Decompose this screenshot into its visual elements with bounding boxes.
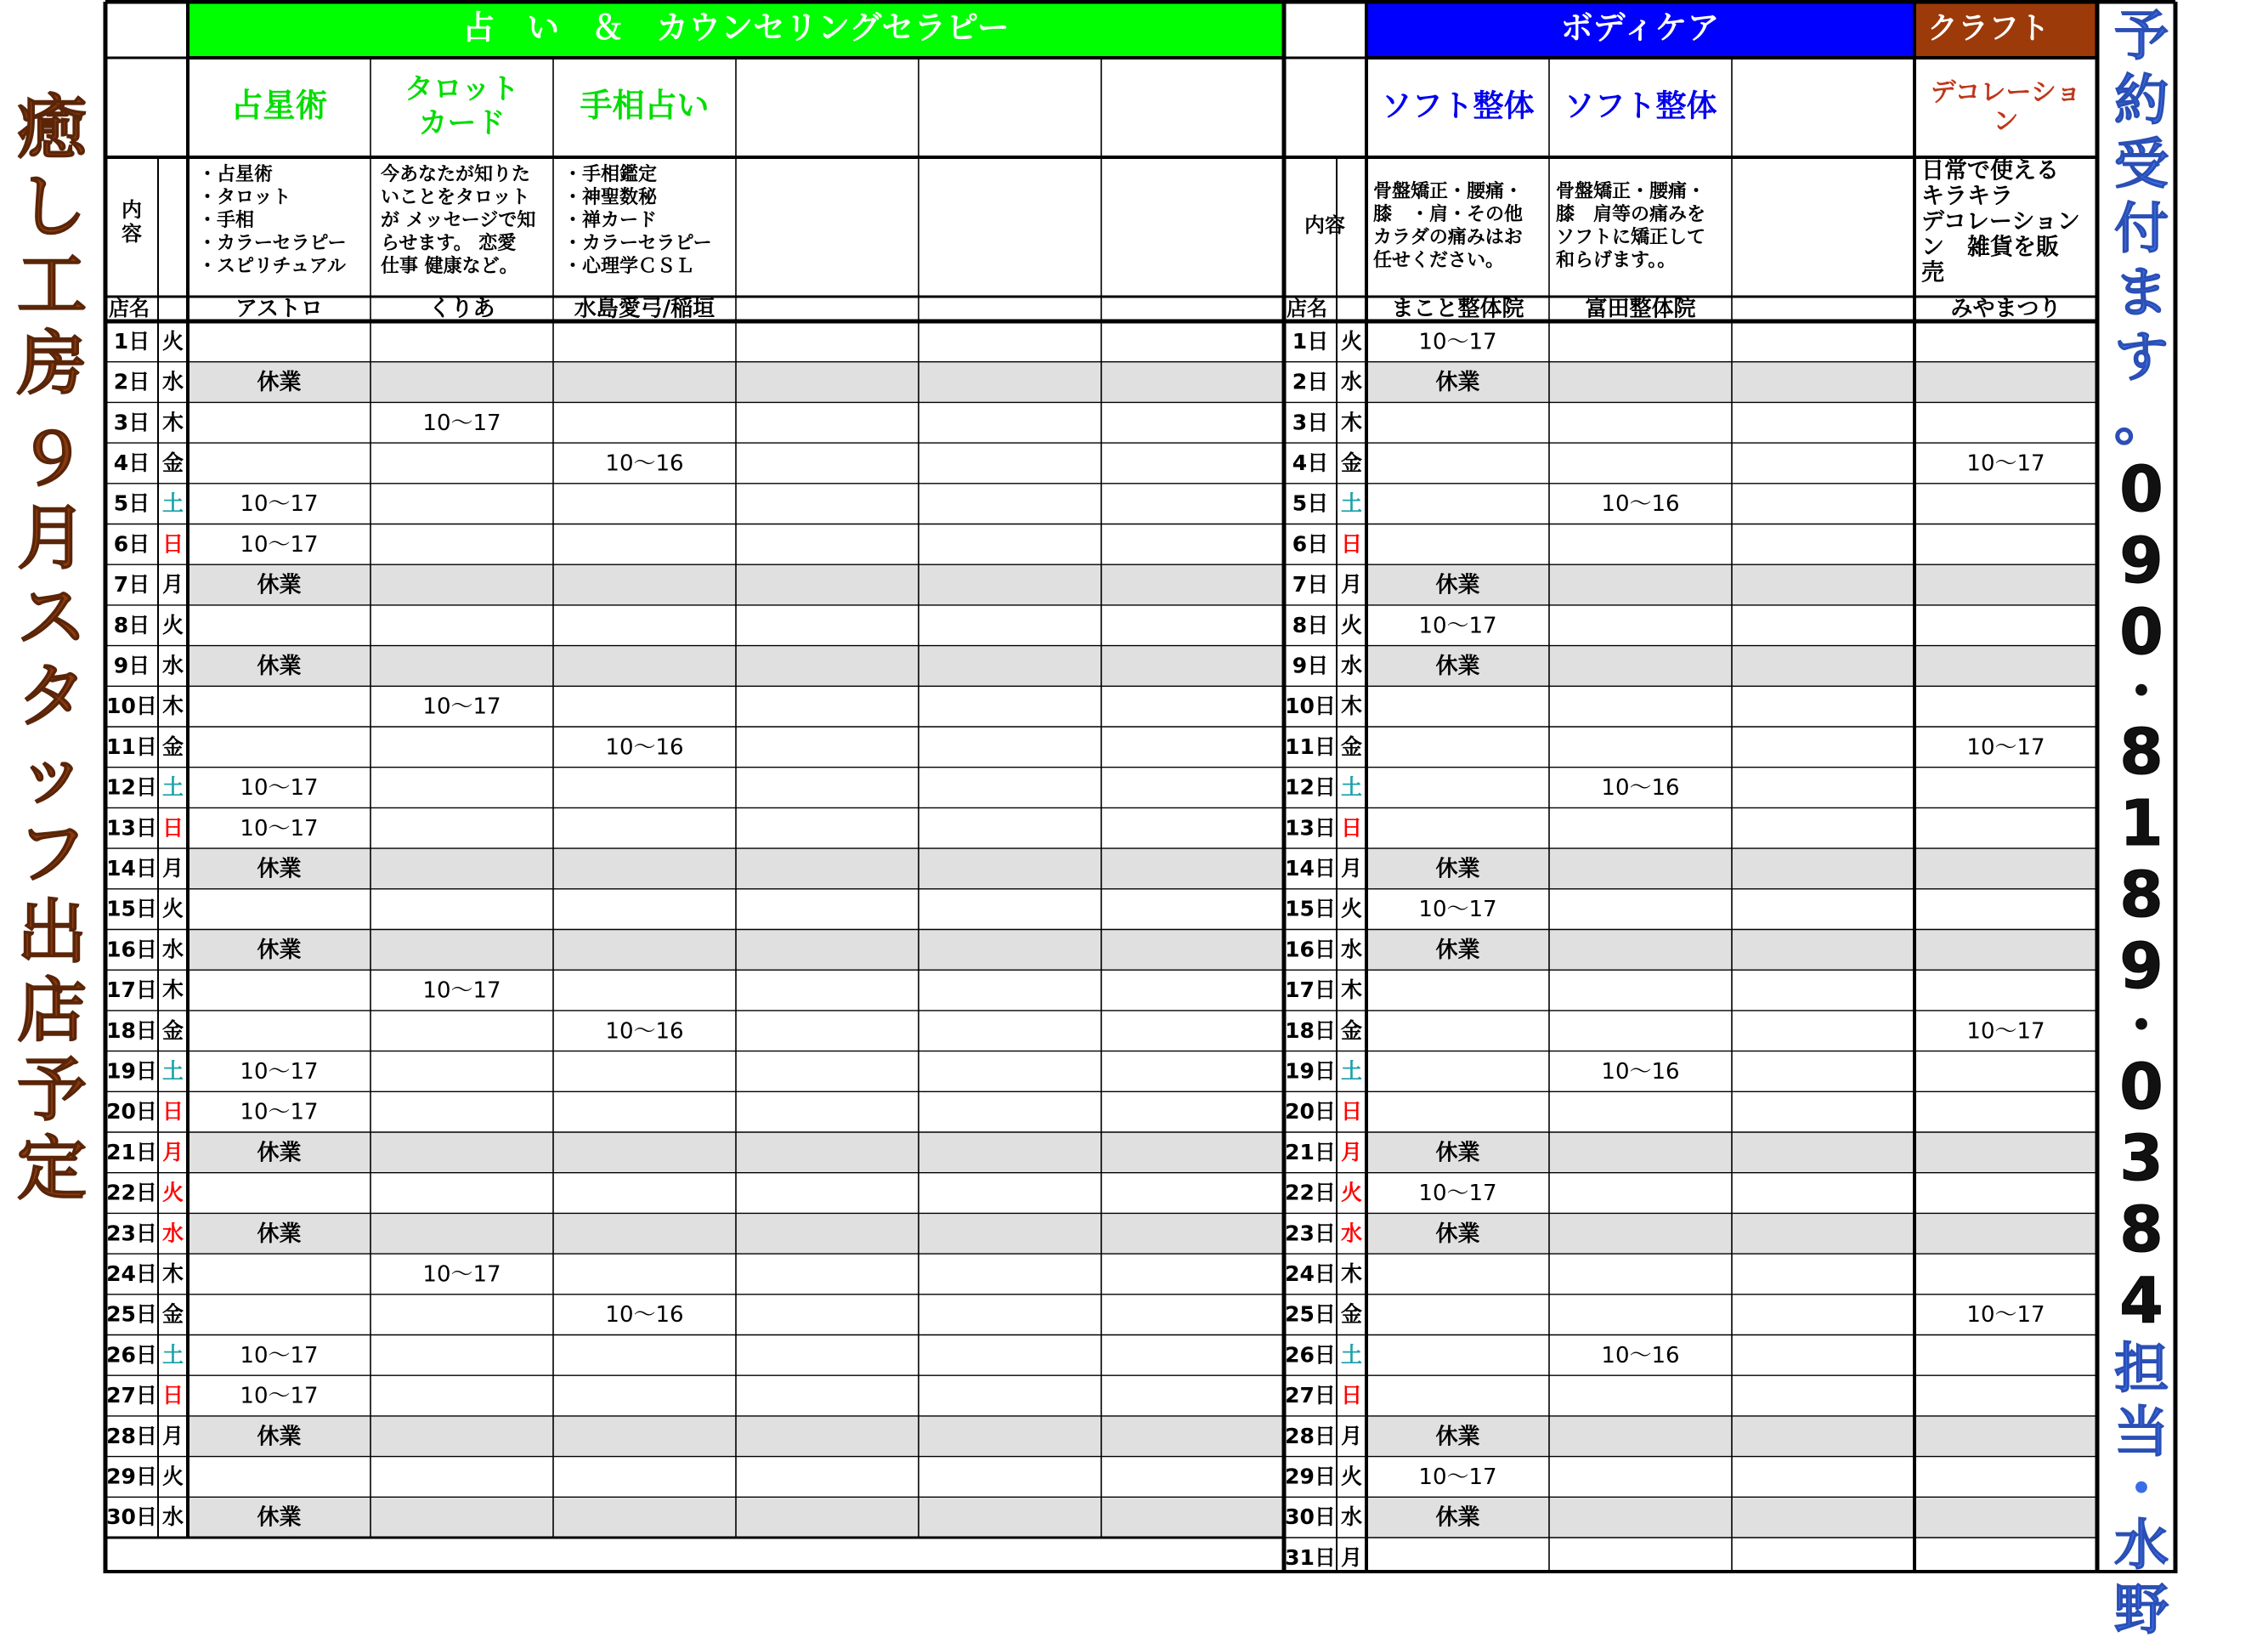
day-number: 12日 <box>106 774 157 800</box>
schedule-cell: 休業 <box>257 1504 302 1531</box>
reservation-contact <box>2103 0 2180 1642</box>
schedule-cell: 休業 <box>1435 1504 1480 1531</box>
content-text: が メッセージで知 <box>381 210 536 231</box>
schedule-cell: 休業 <box>257 1424 302 1450</box>
weekday: 火 <box>1340 612 1363 637</box>
content-text: キラキラ <box>1921 183 2013 210</box>
schedule-cell: 休業 <box>257 572 302 598</box>
schedule-cell: 休業 <box>257 1140 302 1166</box>
schedule-cell: 10～16 <box>605 734 684 761</box>
day-number: 10日 <box>1285 694 1336 719</box>
staff-char: 野 <box>2114 1578 2169 1642</box>
weekday: 火 <box>161 1180 184 1205</box>
weekday: 月 <box>1340 1139 1363 1164</box>
content-text: 日常で使える <box>1921 157 2059 184</box>
day-number: 23日 <box>106 1221 157 1246</box>
day-number: 22日 <box>106 1180 157 1205</box>
day-number: 27日 <box>1285 1383 1336 1408</box>
title-char: 予 <box>16 1049 87 1130</box>
reservation-char: す <box>2114 326 2169 389</box>
reservation-char: 付 <box>2114 197 2169 261</box>
content-text: ・占星術 <box>198 164 274 185</box>
content-text: ・心理学ＣＳＬ <box>563 256 695 277</box>
content-text: いことをタロット <box>381 187 530 208</box>
title-char: タ <box>16 655 87 737</box>
schedule-cell: 休業 <box>1435 856 1480 882</box>
day-number: 4日 <box>113 450 150 475</box>
schedule-cell: 10～17 <box>1418 329 1497 355</box>
content-text: ・禅カード <box>563 210 658 231</box>
weekday: 土 <box>1340 1058 1363 1084</box>
day-number: 30日 <box>106 1504 157 1530</box>
weekday: 月 <box>161 855 184 881</box>
schedule-cell: 10～17 <box>1966 1018 2045 1045</box>
day-number: 27日 <box>106 1383 157 1408</box>
day-number: 18日 <box>1285 1017 1336 1043</box>
schedule-cell: 10～17 <box>422 1261 501 1288</box>
content-text: ・神聖数秘 <box>563 187 658 208</box>
schedule-cell: 10～17 <box>422 410 501 436</box>
schedule-cell: 10～17 <box>240 491 319 518</box>
day-number: 9日 <box>1292 653 1329 678</box>
day-number: 3日 <box>1292 410 1329 435</box>
shop-name: くりあ <box>428 296 495 322</box>
weekday: 日 <box>161 531 184 557</box>
weekday: 火 <box>1340 1464 1363 1489</box>
phone-digit: ・ <box>2114 995 2169 1059</box>
day-number: 20日 <box>106 1099 157 1125</box>
day-number: 21日 <box>1285 1139 1336 1164</box>
content-text: 売 <box>1921 259 1944 286</box>
day-number: 14日 <box>1285 855 1336 881</box>
title-char: し <box>16 166 87 247</box>
content-text: ン 雑貨を販 <box>1921 234 2059 261</box>
weekday: 火 <box>161 328 184 354</box>
staff-char: 当 <box>2114 1402 2169 1465</box>
schedule-cell: 10～17 <box>240 1383 319 1409</box>
day-number: 12日 <box>1285 774 1336 800</box>
weekday: 木 <box>1340 1261 1363 1286</box>
weekday: 日 <box>161 1099 184 1125</box>
schedule-cell: 休業 <box>257 856 302 882</box>
category-label: ソフト整体 <box>1381 88 1535 124</box>
weekday: 土 <box>161 490 184 516</box>
phone-digit: 8 <box>2119 858 2163 932</box>
phone-digit: 4 <box>2119 1264 2163 1338</box>
content-text: ・手相鑑定 <box>563 164 658 185</box>
day-number: 19日 <box>1285 1058 1336 1084</box>
schedule-cell: 休業 <box>1435 1140 1480 1166</box>
weekday: 月 <box>161 1139 184 1164</box>
weekday: 月 <box>1340 1423 1363 1448</box>
schedule-cell: 10～17 <box>1966 450 2045 477</box>
weekday: 金 <box>1340 1017 1363 1043</box>
weekday: 金 <box>1340 1301 1363 1327</box>
schedule-cell: 10～16 <box>605 450 684 477</box>
day-number: 2日 <box>1292 369 1329 394</box>
weekday: 月 <box>1340 572 1363 598</box>
weekday: 月 <box>161 572 184 598</box>
title-char: 店 <box>16 971 87 1052</box>
schedule-cell: 休業 <box>1435 572 1480 598</box>
schedule-cell: 休業 <box>257 370 302 396</box>
phone-digit: 1 <box>2119 787 2163 861</box>
staff-char: ・ <box>2114 1458 2169 1521</box>
day-number: 11日 <box>106 734 157 759</box>
day-number: 6日 <box>1292 531 1329 557</box>
phone-digit: 8 <box>2119 716 2163 790</box>
shop-name: アストロ <box>235 296 323 322</box>
day-number: 13日 <box>1285 815 1336 841</box>
day-number: 1日 <box>113 328 150 354</box>
reservation-char: ま <box>2114 262 2169 326</box>
weekday: 金 <box>161 1301 184 1327</box>
phone-digit: 9 <box>2119 930 2163 1004</box>
category-label: カード <box>418 106 506 140</box>
content-text: 任せください。 <box>1373 250 1505 271</box>
day-number: 29日 <box>106 1464 157 1489</box>
title-char: ス <box>16 576 87 658</box>
content-text: 膝 ・肩・その他 <box>1373 204 1524 225</box>
day-number: 19日 <box>106 1058 157 1084</box>
schedule-cell: 10～17 <box>240 1058 319 1085</box>
content-text: 今あなたが知りた <box>381 164 531 185</box>
weekday: 木 <box>161 410 184 435</box>
title-char: ッ <box>16 734 87 816</box>
staff-char: 担 <box>2114 1337 2169 1401</box>
title-char: 出 <box>16 892 87 973</box>
weekday: 日 <box>161 1383 184 1408</box>
schedule-cell: 10～17 <box>1418 1181 1497 1207</box>
day-number: 5日 <box>113 490 150 516</box>
content-text: 膝 肩等の痛みを <box>1556 204 1706 225</box>
day-number: 6日 <box>113 531 150 557</box>
weekday: 火 <box>1340 896 1363 921</box>
day-number: 8日 <box>113 612 150 637</box>
title-char: フ <box>16 813 87 894</box>
weekday: 水 <box>1340 369 1363 394</box>
weekday: 月 <box>1340 855 1363 881</box>
weekday: 木 <box>1340 977 1363 1003</box>
category-label: 占星術 <box>230 87 328 124</box>
day-number: 13日 <box>106 815 157 841</box>
day-number: 22日 <box>1285 1180 1336 1205</box>
content-text: 和らげます。。 <box>1556 250 1677 271</box>
day-number: 20日 <box>1285 1099 1336 1125</box>
day-number: 5日 <box>1292 490 1329 516</box>
content-text: 骨盤矯正・腰痛・ <box>1556 181 1706 202</box>
schedule-cell: 10～16 <box>605 1018 684 1045</box>
day-number: 26日 <box>106 1342 157 1368</box>
content-text: ・手相 <box>198 210 255 231</box>
weekday: 土 <box>1340 774 1363 800</box>
day-number: 1日 <box>1292 328 1329 354</box>
day-number: 28日 <box>1285 1423 1336 1448</box>
weekday: 月 <box>161 1423 184 1448</box>
weekday: 金 <box>1340 734 1363 759</box>
day-number: 25日 <box>106 1301 157 1327</box>
day-number: 8日 <box>1292 612 1329 637</box>
weekday: 木 <box>1340 410 1363 435</box>
day-number: 16日 <box>1285 937 1336 962</box>
day-number: 15日 <box>1285 896 1336 921</box>
title-char: 癒 <box>16 88 87 168</box>
category-label: 手相占い <box>580 87 710 124</box>
content-text: らせます。 恋愛 <box>381 233 517 254</box>
day-number: 29日 <box>1285 1464 1336 1489</box>
schedule-cell: 10～17 <box>422 694 501 720</box>
shop-label: 店名 <box>109 297 150 320</box>
weekday: 水 <box>1340 937 1363 962</box>
content-text: カラダの痛みはお <box>1373 227 1523 248</box>
reservation-char: 予 <box>2114 5 2169 68</box>
weekday: 金 <box>161 1017 184 1043</box>
category-label: タロット <box>404 72 520 106</box>
day-number: 23日 <box>1285 1221 1336 1246</box>
schedule-cell: 10～17 <box>240 815 319 841</box>
weekday: 木 <box>161 1261 184 1286</box>
phone-digit: 0 <box>2119 595 2163 669</box>
schedule-cell: 10～17 <box>240 775 319 802</box>
phone-digit: ・ <box>2114 660 2169 724</box>
shop-label: 店名 <box>1287 297 1327 320</box>
uranai-group-title: 占 い ＆ カウンセリングセラピー <box>462 8 1010 47</box>
weekday: 土 <box>161 774 184 800</box>
weekday: 土 <box>1340 490 1363 516</box>
title-char: 房 <box>16 323 87 405</box>
day-number: 21日 <box>106 1139 157 1164</box>
schedule-cell: 10～17 <box>1418 613 1497 639</box>
weekday: 火 <box>1340 1180 1363 1205</box>
shop-name: 水島愛弓/稲垣 <box>574 296 715 322</box>
day-number: 17日 <box>1285 977 1336 1003</box>
weekday: 金 <box>161 734 184 759</box>
weekday: 火 <box>161 612 184 637</box>
schedule-cell: 休業 <box>257 1221 302 1247</box>
schedule-cell: 10～17 <box>1966 1302 2045 1329</box>
schedule-cell: 10～17 <box>240 1099 319 1125</box>
weekday: 金 <box>161 450 184 475</box>
phone-digit: 3 <box>2119 1121 2163 1195</box>
weekday: 水 <box>1340 653 1363 678</box>
shop-name: 富田整体院 <box>1585 296 1696 322</box>
title-char: ９ <box>16 419 87 501</box>
shop-name: みやまつり <box>1950 296 2062 322</box>
schedule-cell: 10～16 <box>1601 775 1680 802</box>
schedule-cell: 休業 <box>1435 937 1480 963</box>
weekday: 金 <box>1340 450 1363 475</box>
content-text: ・カラーセラピー <box>563 233 712 254</box>
category-label: ソフト整体 <box>1564 88 1717 124</box>
day-number: 15日 <box>106 896 157 921</box>
content-text: ・タロット <box>198 187 291 208</box>
weekday: 土 <box>161 1342 184 1368</box>
content-text: ソフトに矯正して <box>1556 227 1706 248</box>
day-number: 26日 <box>1285 1342 1336 1368</box>
day-number: 24日 <box>1285 1261 1336 1286</box>
day-number: 7日 <box>1292 572 1329 598</box>
day-number: 11日 <box>1285 734 1336 759</box>
content-text: デコレーション <box>1921 208 2080 235</box>
weekday: 日 <box>161 815 184 841</box>
weekday: 火 <box>1340 328 1363 354</box>
weekday: 日 <box>1340 1383 1363 1408</box>
schedule-cell: 10～16 <box>1601 1058 1680 1085</box>
schedule-cell: 10～17 <box>1418 897 1497 923</box>
weekday: 木 <box>161 694 184 719</box>
phone-digit: 0 <box>2119 1050 2163 1124</box>
day-number: 3日 <box>113 410 150 435</box>
day-number: 17日 <box>106 977 157 1003</box>
schedule-cell: 10～17 <box>240 1342 319 1368</box>
weekday: 木 <box>161 977 184 1003</box>
content-text: 骨盤矯正・腰痛・ <box>1373 181 1524 202</box>
craft-group-title: クラフト <box>1926 11 2050 46</box>
weekday: 木 <box>1340 694 1363 719</box>
shop-name: まこと整体院 <box>1391 296 1524 322</box>
schedule-cell: 休業 <box>1435 1424 1480 1450</box>
weekday: 水 <box>1340 1504 1363 1530</box>
weekday: 日 <box>1340 815 1363 841</box>
weekday: 水 <box>161 653 184 678</box>
schedule-cell: 10～17 <box>1418 1464 1497 1490</box>
weekday: 水 <box>1340 1221 1363 1246</box>
phone-digit: 8 <box>2119 1193 2163 1266</box>
weekday: 水 <box>161 937 184 962</box>
day-number: 18日 <box>106 1017 157 1043</box>
weekday: 水 <box>161 1221 184 1246</box>
content-text: ・カラーセラピー <box>198 233 347 254</box>
day-number: 16日 <box>106 937 157 962</box>
weekday: 水 <box>161 1504 184 1530</box>
content-text: ・スピリチュアル <box>198 256 347 277</box>
schedule-cell: 10～16 <box>1601 1342 1680 1368</box>
content-label: 容 <box>122 222 142 246</box>
category-label: ン <box>1993 106 2019 137</box>
content-label: 内容 <box>1304 213 1345 237</box>
staff-char: 水 <box>2114 1515 2169 1578</box>
content-text: 仕事 健康など。 <box>381 256 518 277</box>
day-number: 24日 <box>106 1261 157 1286</box>
schedule-cell: 10～16 <box>1601 491 1680 518</box>
weekday: 月 <box>1340 1544 1363 1570</box>
phone-digit: 9 <box>2119 524 2163 598</box>
schedule-cell: 休業 <box>257 653 302 679</box>
content-label: 内 <box>122 198 142 222</box>
day-number: 14日 <box>106 855 157 881</box>
day-number: 9日 <box>113 653 150 678</box>
weekday: 水 <box>161 369 184 394</box>
day-number: 4日 <box>1292 450 1329 475</box>
weekday: 火 <box>161 1464 184 1489</box>
schedule-cell: 休業 <box>1435 370 1480 396</box>
weekday: 日 <box>1340 1099 1363 1125</box>
schedule-cell: 10～17 <box>240 531 319 558</box>
schedule-cell: 休業 <box>1435 653 1480 679</box>
weekday: 土 <box>1340 1342 1363 1368</box>
phone-digit: 0 <box>2119 452 2163 526</box>
schedule-cell: 10～16 <box>605 1302 684 1329</box>
bodycare-group-title: ボディケア <box>1560 8 1720 47</box>
title-char: 月 <box>16 498 87 580</box>
reservation-char: 。 <box>2114 390 2169 454</box>
title-char: 工 <box>16 245 87 326</box>
schedule-cell: 10～17 <box>1966 734 2045 761</box>
day-number: 31日 <box>1285 1544 1336 1570</box>
day-number: 7日 <box>113 572 150 598</box>
weekday: 火 <box>161 896 184 921</box>
day-number: 28日 <box>106 1423 157 1448</box>
schedule-cell: 10～17 <box>422 977 501 1004</box>
day-number: 10日 <box>106 694 157 719</box>
day-number: 25日 <box>1285 1301 1336 1327</box>
day-number: 2日 <box>113 369 150 394</box>
schedule-cell: 休業 <box>1435 1221 1480 1247</box>
title-char: 定 <box>16 1128 87 1210</box>
schedule-cell: 休業 <box>257 937 302 963</box>
reservation-char: 受 <box>2114 133 2169 197</box>
day-number: 30日 <box>1285 1504 1336 1530</box>
weekday: 日 <box>1340 531 1363 557</box>
weekday: 土 <box>161 1058 184 1084</box>
category-label: デコレーショ <box>1930 77 2082 108</box>
reservation-char: 約 <box>2114 69 2169 133</box>
